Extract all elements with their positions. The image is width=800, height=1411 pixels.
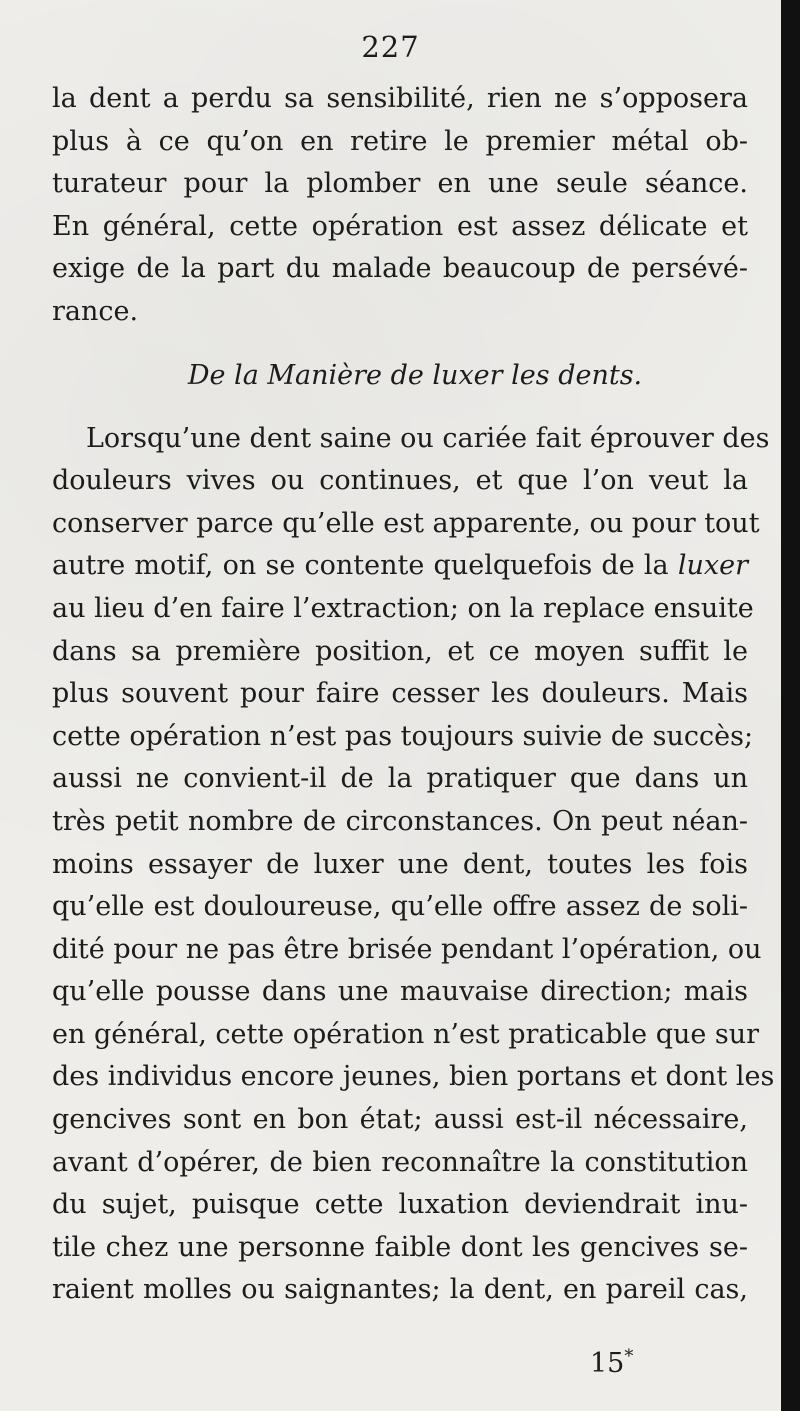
section-heading: De la Manière de luxer les dents. xyxy=(187,359,643,391)
page-number: 227 xyxy=(361,30,420,64)
emphasized-word: luxer xyxy=(677,550,748,582)
page-edge-shadow xyxy=(781,0,800,1411)
text-line: du sujet, puisque cette luxation deviendrait inu- xyxy=(52,1189,748,1221)
text-line: qu’elle est douloureuse, qu’elle offre assez de soli- xyxy=(52,891,748,923)
text-line: qu’elle pousse dans une mauvaise direction; mais xyxy=(52,976,748,1008)
paragraph-continued xyxy=(52,78,748,334)
text-line: au lieu d’en faire l’extraction; on la replace ensuite xyxy=(52,592,754,624)
signature-asterisk: * xyxy=(624,1346,634,1367)
text-line: raient molles ou saignantes; la dent, en pareil cas, xyxy=(52,1274,748,1306)
text-line: En général, cette opération est assez délicate et xyxy=(52,210,748,242)
text-line: autre motif, on se contente quelquefois de la luxer xyxy=(52,550,748,582)
signature-number: 15 xyxy=(590,1348,625,1379)
page-body xyxy=(52,78,775,1312)
text-line: plus à ce qu’on en retire le premier métal ob- xyxy=(52,125,748,157)
text-line: dans sa première position, et ce moyen suffit le xyxy=(52,635,748,667)
text-line: Lorsqu’une dent saine ou cariée fait éprouver des xyxy=(86,422,770,454)
text-line: gencives sont en bon état; aussi est-il nécessaire, xyxy=(52,1104,748,1136)
text-line: des individus encore jeunes, bien portans et dont les xyxy=(52,1061,775,1093)
text-line: rance. xyxy=(52,295,139,327)
text-line: très petit nombre de circonstances. On peut néan- xyxy=(52,805,748,837)
text-line: en général, cette opération n’est praticable que sur xyxy=(52,1018,760,1050)
text-line: avant d’opérer, de bien reconnaître la constitution xyxy=(52,1146,748,1178)
paragraph-luxation xyxy=(52,418,775,1312)
text-line: douleurs vives ou continues, et que l’on veut la xyxy=(52,465,748,497)
text-line: aussi ne convient-il de la pratiquer que dans un xyxy=(52,763,748,795)
text-line: cette opération n’est pas toujours suivie de succès; xyxy=(52,720,754,752)
text-line: moins essayer de luxer une dent, toutes les fois xyxy=(52,848,748,880)
text-line: tile chez une personne faible dont les gencives se- xyxy=(52,1231,748,1263)
text-line: turateur pour la plomber en une seule séance. xyxy=(52,168,748,200)
signature-mark xyxy=(590,1346,633,1379)
text-line: conserver parce qu’elle est apparente, ou pour tout xyxy=(52,507,760,539)
text-line: dité pour ne pas être brisée pendant l’opération, ou xyxy=(52,933,762,965)
text-line: exige de la part du malade beaucoup de persévé- xyxy=(52,253,748,285)
text-line: plus souvent pour faire cesser les douleurs. Mais xyxy=(52,678,748,710)
text-line: la dent a perdu sa sensibilité, rien ne s’opposera xyxy=(52,83,748,114)
